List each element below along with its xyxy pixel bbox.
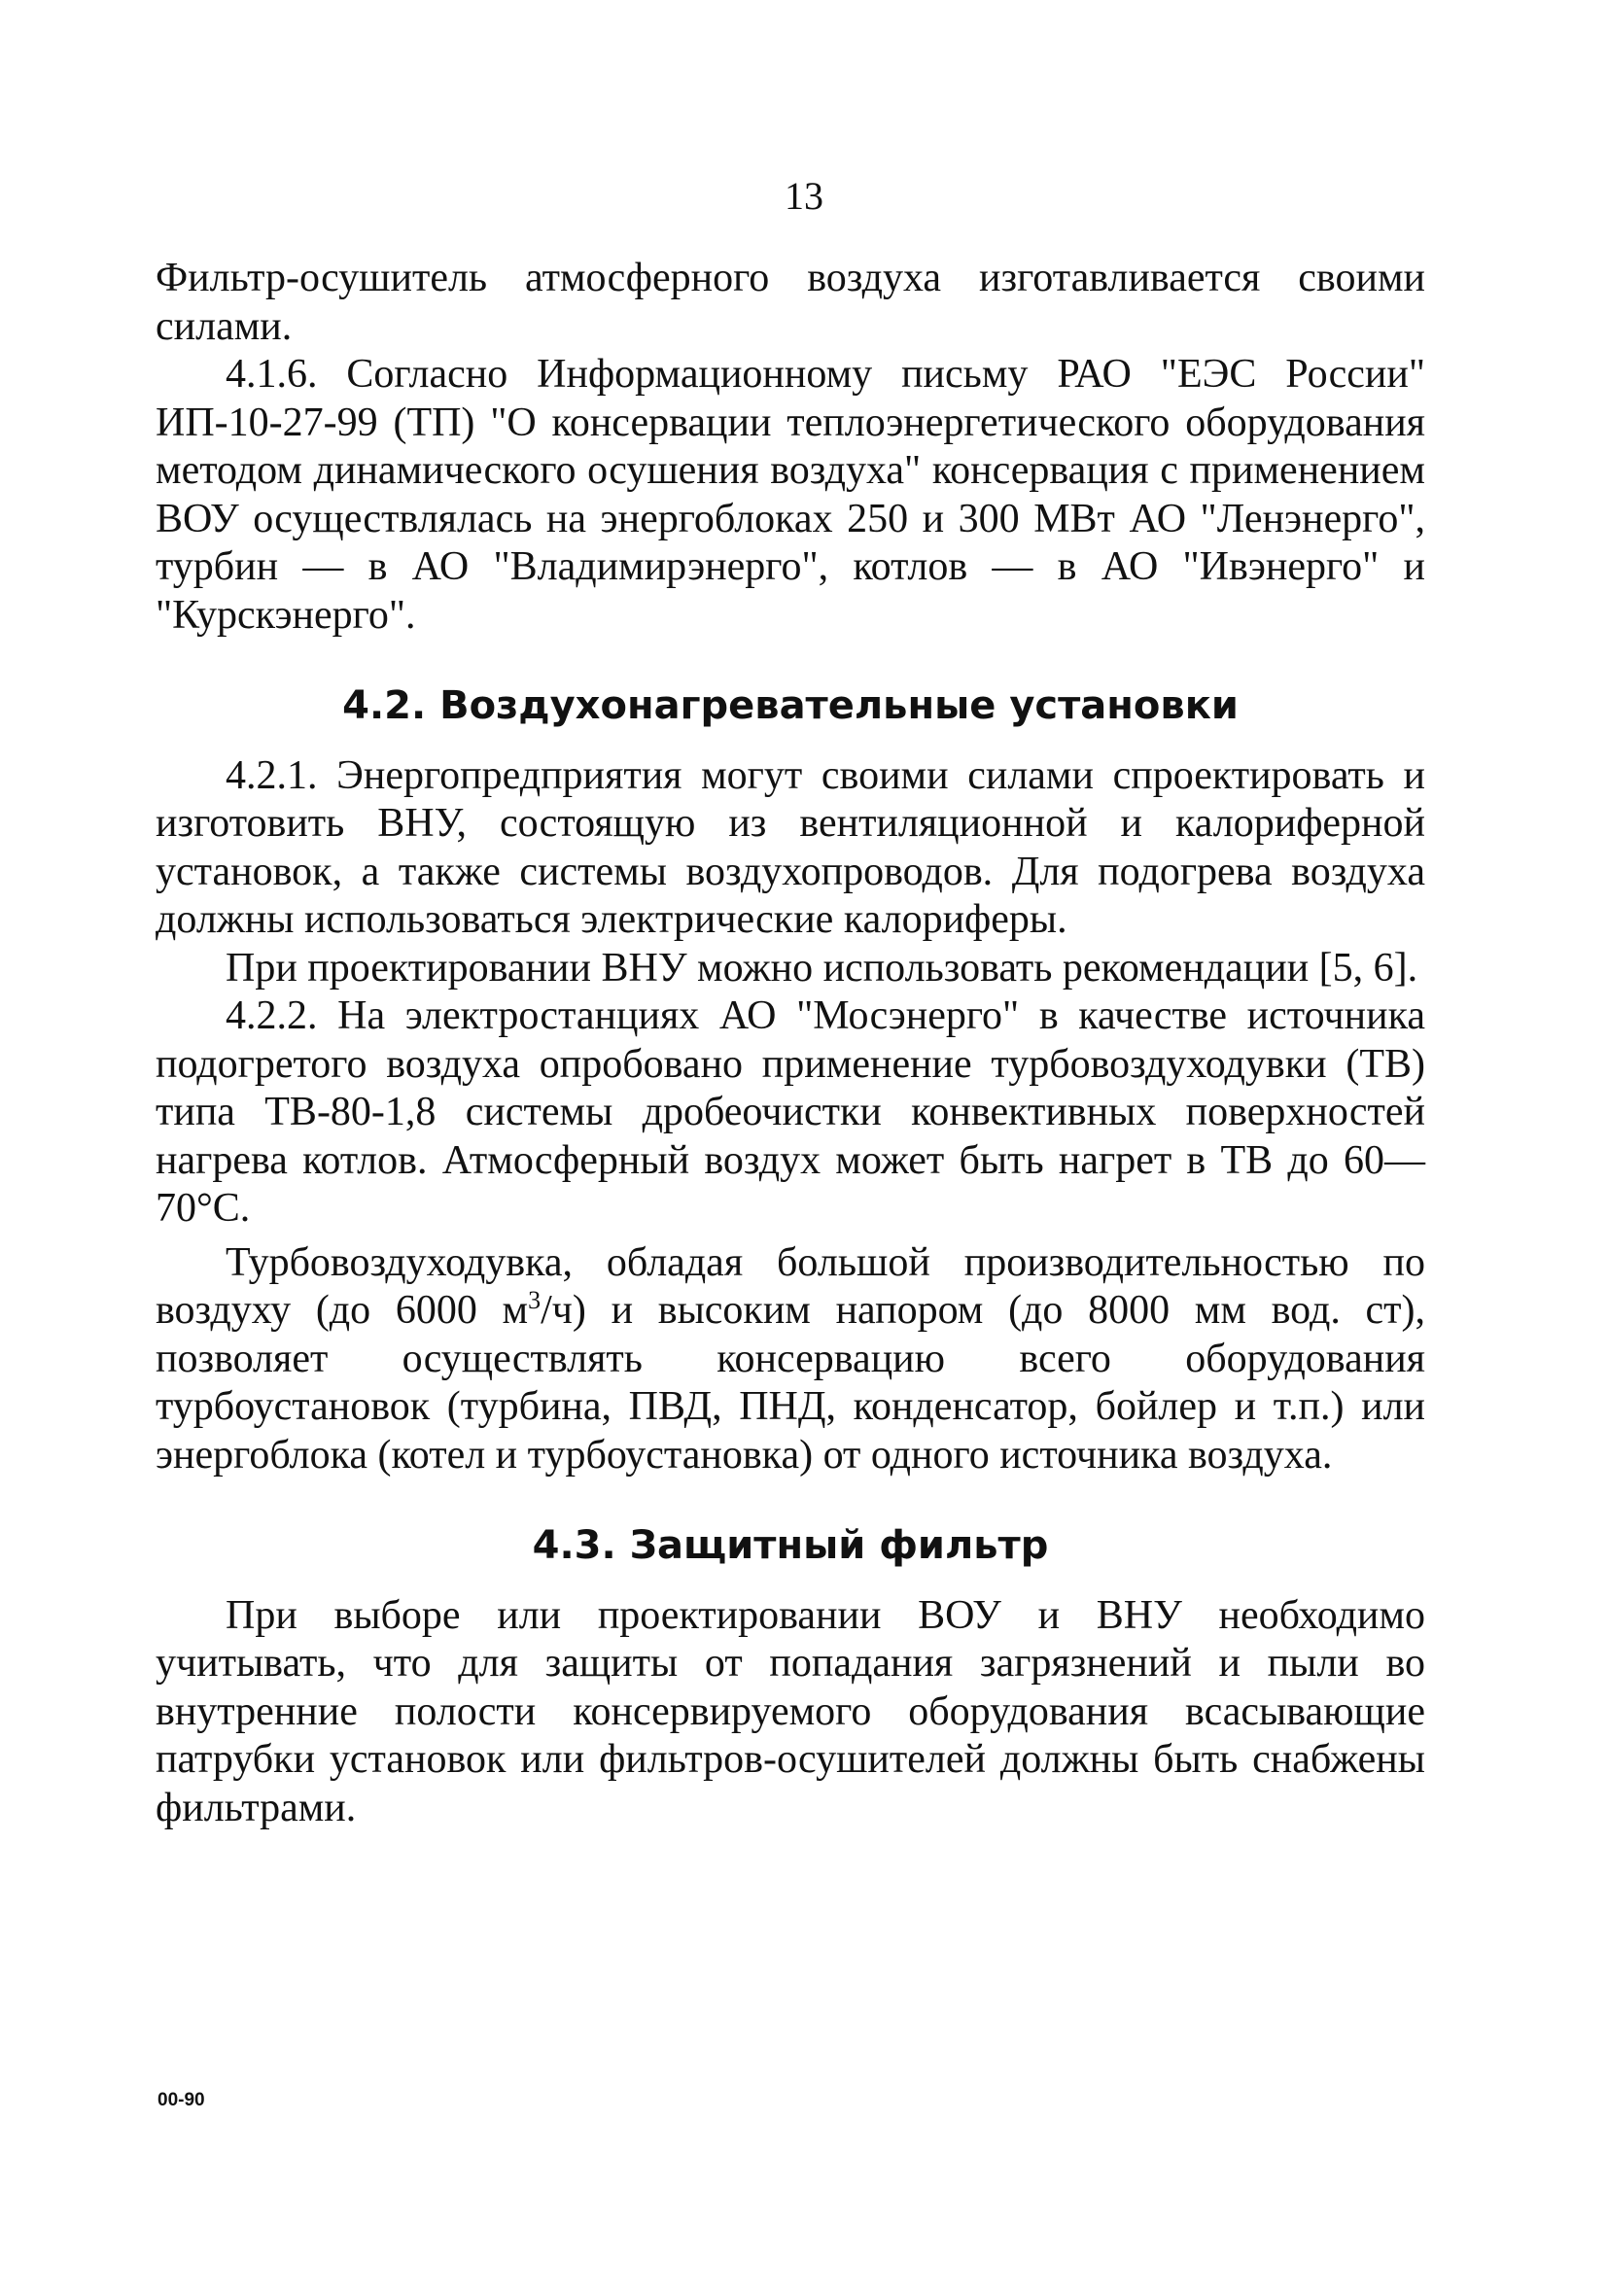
page-body — [156, 255, 1425, 1832]
footer-code: 00-90 — [157, 2090, 205, 2110]
turbo-text-after: /ч) и высоким напором (до 8000 мм вод. ст), позволяет осуществлять консервацию всего оборудования турбоустановок (турбина, ПВД, ПНД, конденсатор, бойлер и т.п.) или энергоблока (котел и турбоустановка) от одного источника воздуха. — [156, 1288, 1425, 1478]
section-4-2-paragraph-2: При проектировании ВНУ можно использовать рекомендации [5, 6]. — [226, 945, 1418, 991]
turbo-superscript: 3 — [528, 1286, 542, 1314]
intro-paragraph-1: Фильтр-осушитель атмосферного воздуха изготавливается своими силами. — [156, 256, 1425, 349]
section-4-2-paragraph-4 — [156, 1239, 1425, 1480]
page-number: 13 — [785, 174, 823, 218]
section-4-2-paragraph-1: 4.2.1. Энергопредприятия могут своими силами спроектировать и изготовить ВНУ, состоящую из вентиляционной и калориферной установок, а также системы воздухопроводов. Для подогрева воздуха должны использоваться электрические калориферы. — [156, 752, 1425, 942]
intro-paragraph-2: 4.1.6. Согласно Информационному письму РАО "ЕЭС России" ИП-10-27-99 (ТП) "О консервации теплоэнергетического оборудования методом динамического осушения воздуха" консервация с применением ВОУ осуществлялась на энергоблоках 250 и 300 МВт АО "Ленэнерго", турбин — в АО "Владимирэнерго", котлов — в АО "Ивэнерго" и "Курскэнерго". — [156, 352, 1425, 638]
section-4-2-heading: 4.2. Воздухонагревательные установки — [342, 683, 1239, 728]
section-4-3-heading: 4.3. Защитный фильтр — [532, 1523, 1049, 1568]
section-4-2-paragraph-3: 4.2.2. На электростанциях АО "Мосэнерго" в качестве источника подогретого воздуха опробовано применение турбовоздуходувки (ТВ) типа ТВ-80-1,8 системы дробеочистки конвективных поверхностей нагрева котлов. Атмосферный воздух может быть нагрет в ТВ до 60—70°С. — [156, 993, 1425, 1231]
turbo-text-before: Турбовоздуходувка, обладая большой производительностью по воздуху (до 6000 м — [156, 1239, 1425, 1333]
section-4-3-paragraph: При выборе или проектировании ВОУ и ВНУ необходимо учитывать, что для защиты от попадания загрязнений и пыли во внутренние полости консервируемого оборудования всасывающие патрубки установок или фильтров-осушителей должны быть снабжены фильтрами. — [156, 1592, 1425, 1830]
